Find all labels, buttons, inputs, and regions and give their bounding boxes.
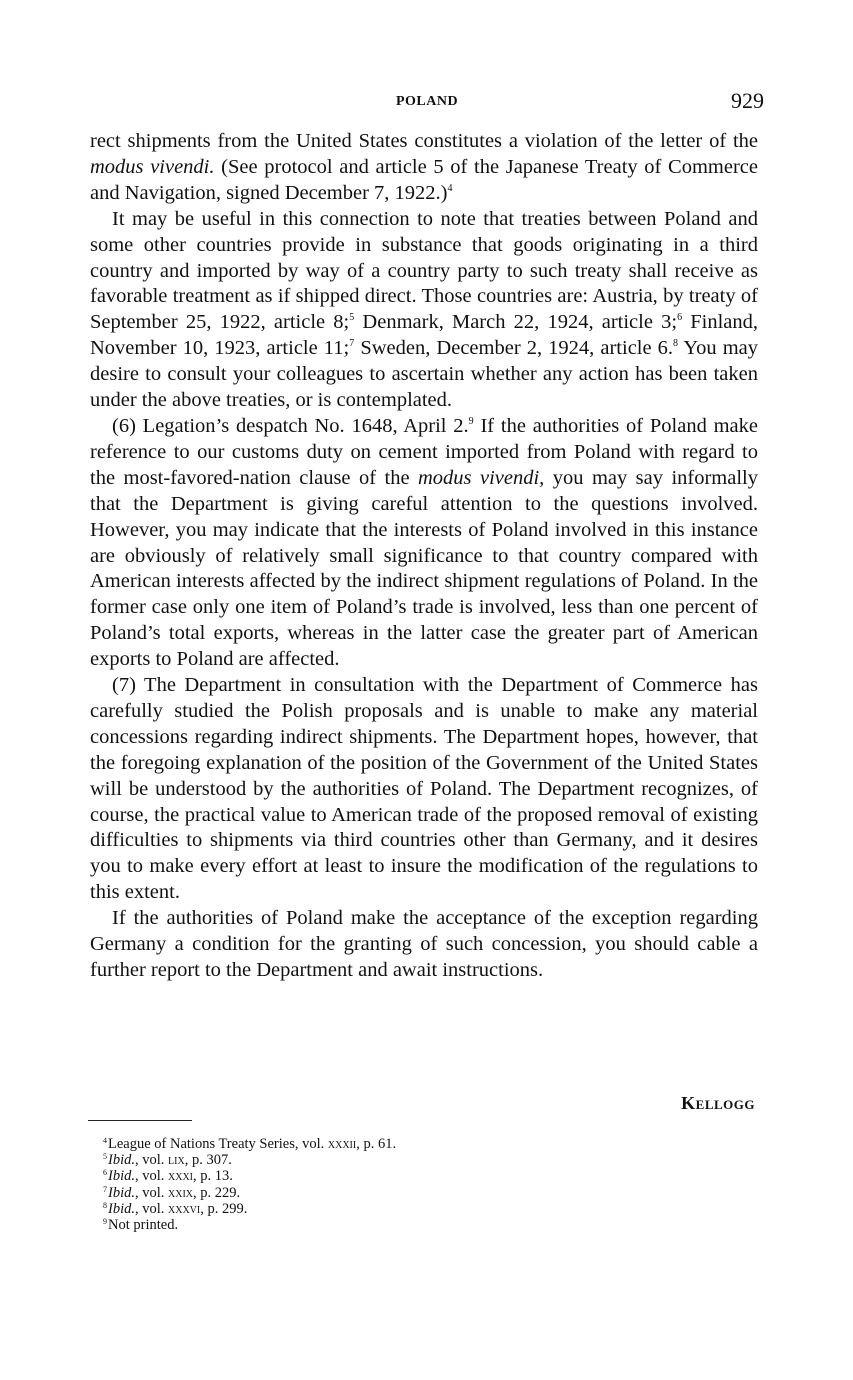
text-run: If the authorities of Poland make reference to our customs duty on cement imported from Poland with regard to the most-favored-nation clause of the: [90, 414, 758, 489]
footnote: [103, 1201, 396, 1217]
footnote-text: , vol.: [134, 1152, 169, 1169]
ibid: Ibid.: [108, 1152, 135, 1169]
footnote-ref: 6: [677, 312, 683, 324]
footnote-mark: 9: [103, 1217, 107, 1227]
footnote-text: , vol.: [134, 1184, 169, 1201]
footnote-ref: 8: [673, 338, 679, 350]
footnotes: [103, 1136, 396, 1233]
footnote-ref: 9: [468, 415, 474, 427]
paragraph-continuation: [90, 129, 758, 207]
text-run: rect shipments from the United States constitutes a violation of the letter of the: [90, 130, 758, 152]
footnote-text: , p. 299.: [200, 1200, 248, 1217]
footnote-text: , vol.: [134, 1200, 169, 1217]
footnote-text: Not printed.: [108, 1217, 179, 1234]
footnote: [103, 1136, 396, 1152]
volume-numeral: xxxii: [327, 1136, 357, 1152]
footnote-text: , vol.: [134, 1168, 169, 1185]
footnote-ref: 5: [349, 312, 355, 324]
ibid: Ibid.: [108, 1200, 135, 1217]
signature: Kellogg: [681, 1093, 755, 1113]
body-text: [90, 129, 758, 984]
italic-term: modus vivendi.: [90, 155, 215, 178]
footnote: [103, 1185, 396, 1201]
footnote-divider: [88, 1120, 192, 1121]
footnote-mark: 4: [103, 1136, 107, 1145]
volume-numeral: xxix: [168, 1184, 194, 1201]
paragraph-closing: If the authorities of Poland make the acceptance of the exception regarding Germany a condition for the granting of such concession, you should cable a further report to the Department and await instructions.: [90, 907, 758, 981]
footnote-mark: 6: [103, 1168, 107, 1178]
footnote-ref: 7: [349, 338, 355, 350]
footnote: [103, 1168, 396, 1184]
footnote-text: , p. 13.: [193, 1168, 233, 1185]
footnote: [103, 1152, 396, 1168]
text-run: Finland, November 10, 1923, article 11;: [90, 311, 758, 360]
footnote-ref: 4: [447, 182, 453, 194]
ibid: Ibid.: [108, 1184, 135, 1201]
volume-numeral: lix: [168, 1152, 185, 1169]
volume-numeral: xxxvi: [168, 1200, 201, 1217]
italic-term: modus vivendi,: [418, 466, 545, 489]
running-title: POLAND: [395, 94, 459, 109]
footnote: [103, 1217, 396, 1233]
paragraph-item-6: [90, 414, 758, 673]
text-run: (See protocol and article 5 of the Japanese Treaty of Commerce and Navigation, signed December 7, 1922.): [90, 155, 758, 204]
volume-numeral: xxxi: [168, 1168, 194, 1185]
ibid: Ibid.: [108, 1168, 135, 1185]
page-header: [90, 88, 764, 118]
footnote-text: League of Nations Treaty Series, vol.: [108, 1136, 328, 1152]
text-run: Denmark, March 22, 1924, article 3;: [354, 311, 678, 334]
text-run: Sweden, December 2, 1924, article 6.: [354, 337, 674, 360]
page-number: 929: [731, 88, 764, 113]
paragraph-item-7: (7) The Department in consultation with the Department of Commerce has carefully studied the Polish proposals and is unable to make any material concessions regarding indirect shipments. The Department hopes, however, that the foregoing explanation of the position of the Government of the United States will be understood by the authorities of Poland. The Department recognizes, of course, the practical value to American trade of the proposed removal of existing difficulties to shipments via third countries other than Germany, and it desires you to make every effort at least to insure the modification of the regulations to this extent.: [90, 674, 758, 904]
text-run: It may be useful in this connection to note that treaties between Poland and some other countries provide in substance that goods originating in a third country and imported by way of a country party to such treaty shall receive as favorable treatment as if shipped direct. Those countries are: Austria, by treaty of September 25, 1922, article 8;: [90, 207, 758, 334]
footnote-text: , p. 307.: [184, 1152, 232, 1169]
footnote-mark: 5: [103, 1152, 107, 1162]
footnote-text: , p. 229.: [193, 1184, 241, 1201]
paragraph-treaties: [90, 207, 758, 414]
footnote-mark: 7: [103, 1184, 107, 1194]
text-run: (6) Legation’s despatch No. 1648, April 2.: [112, 414, 469, 437]
footnote-text: , p. 61.: [356, 1136, 397, 1152]
footnote-mark: 8: [103, 1200, 107, 1210]
text-run: You may desire to consult your colleagues to ascertain whether any action has been taken under the above treaties, or is contemplated.: [90, 337, 758, 412]
text-run: you may say informally that the Department is giving careful attention to the questions involved. However, you may indicate that the interests of Poland involved in this instance are obviously of relatively small significance to that country compared with American interests affected by the indirect shipment regulations of Poland. In the former case only one item of Poland’s trade is involved, less than one percent of Poland’s total exports, whereas in the latter case the greater part of American exports to Poland are affected.: [90, 466, 758, 671]
